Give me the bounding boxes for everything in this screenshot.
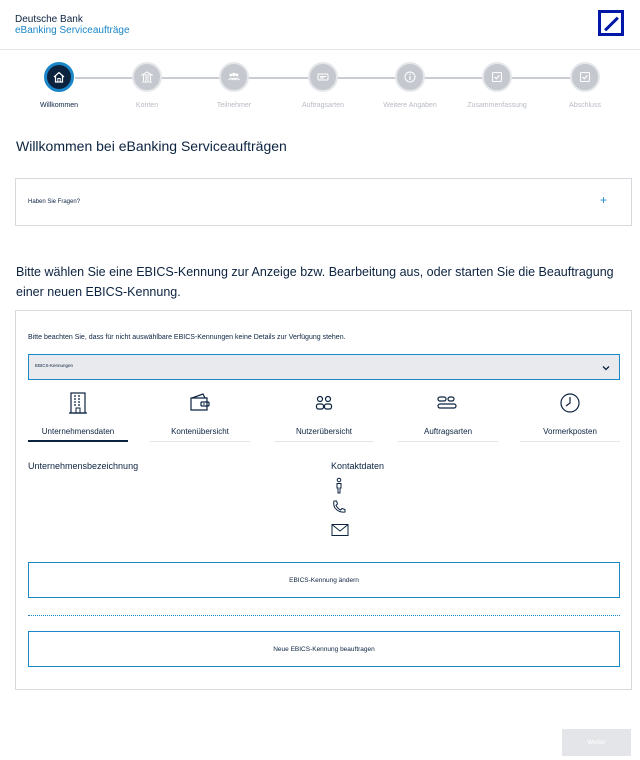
step-label: Weitere Angaben [383,102,437,109]
check-icon [578,70,592,84]
ebics-select-label: EBICS-Kennungen [35,363,74,368]
next-button[interactable]: Weiter [562,729,631,756]
step-label: Konten [135,102,159,109]
step-zusammenfassung[interactable] [452,62,542,109]
page-header [0,0,640,50]
tab-unternehmensdaten[interactable] [28,391,128,443]
brand-name: Deutsche Bank [15,14,83,25]
tab-label: Vormerkposten [543,427,597,436]
wallet-icon [188,391,212,415]
order-list-icon [435,391,461,415]
step-auftragsarten[interactable] [278,62,368,109]
info-icon [403,70,417,84]
phone-icon [331,499,347,515]
faq-accordion[interactable] [15,178,632,226]
mail-icon [331,523,349,537]
step-label: Teilnehmer [216,102,252,109]
building-icon [67,391,89,415]
step-label: Willkommen [39,102,79,109]
section-divider [28,615,620,616]
availability-hint: Bitte beachten Sie, dass für nicht auswählbare EBICS-Kennungen keine Details zur Verfügung stehen. [28,334,346,341]
step-label: Abschluss [569,102,601,109]
step-konten[interactable] [102,62,192,109]
intro-text: Bitte wählen Sie eine EBICS-Kennung zur Anzeige bzw. Bearbeitung aus, oder starten Sie die Beauftragung einer neuen EBICS-Kennung. [16,265,614,299]
tab-nutzeruebersicht[interactable] [274,391,374,443]
tab-kontenuebersicht[interactable] [150,391,250,443]
progress-stepper [0,62,640,120]
chevron-down-icon [601,363,611,373]
ebics-select[interactable] [28,354,620,380]
tab-auftragsarten[interactable] [398,391,498,443]
faq-label: Haben Sie Fragen? [28,199,81,205]
tab-label: Nutzerübersicht [295,427,353,436]
deutsche-bank-logo[interactable] [598,10,624,36]
tab-vormerkposten[interactable] [520,391,620,443]
company-name-label: Unternehmensbezeichnung [28,461,139,471]
bank-icon [140,70,154,84]
ebics-panel [15,310,632,690]
home-icon [52,70,66,84]
order-types-icon [316,70,330,84]
tab-label: Auftragsarten [423,427,473,436]
detail-tabs [28,391,620,443]
contact-label: Kontaktdaten [331,461,385,471]
change-ebics-button[interactable]: EBICS-Kennung ändern [28,562,620,598]
person-icon [331,477,347,495]
step-label: Zusammenfassung [467,102,527,109]
tab-label: Unternehmensdaten [41,427,115,436]
step-abschluss[interactable] [540,62,630,109]
brand-subtitle: eBanking Serviceaufträge [15,25,130,36]
tab-label: Kontenübersicht [171,427,229,436]
step-willkommen[interactable] [14,62,104,109]
clock-icon [558,391,582,415]
step-teilnehmer[interactable] [189,62,279,109]
checklist-icon [490,70,504,84]
users-icon [312,391,336,415]
page-title: Willkommen bei eBanking Serviceaufträgen [16,138,287,154]
new-ebics-button[interactable]: Neue EBICS-Kennung beauftragen [28,631,620,667]
expand-plus-icon[interactable]: + [599,193,607,207]
step-label: Auftragsarten [301,102,345,109]
step-weitere-angaben[interactable] [365,62,455,109]
participants-icon [227,70,241,84]
